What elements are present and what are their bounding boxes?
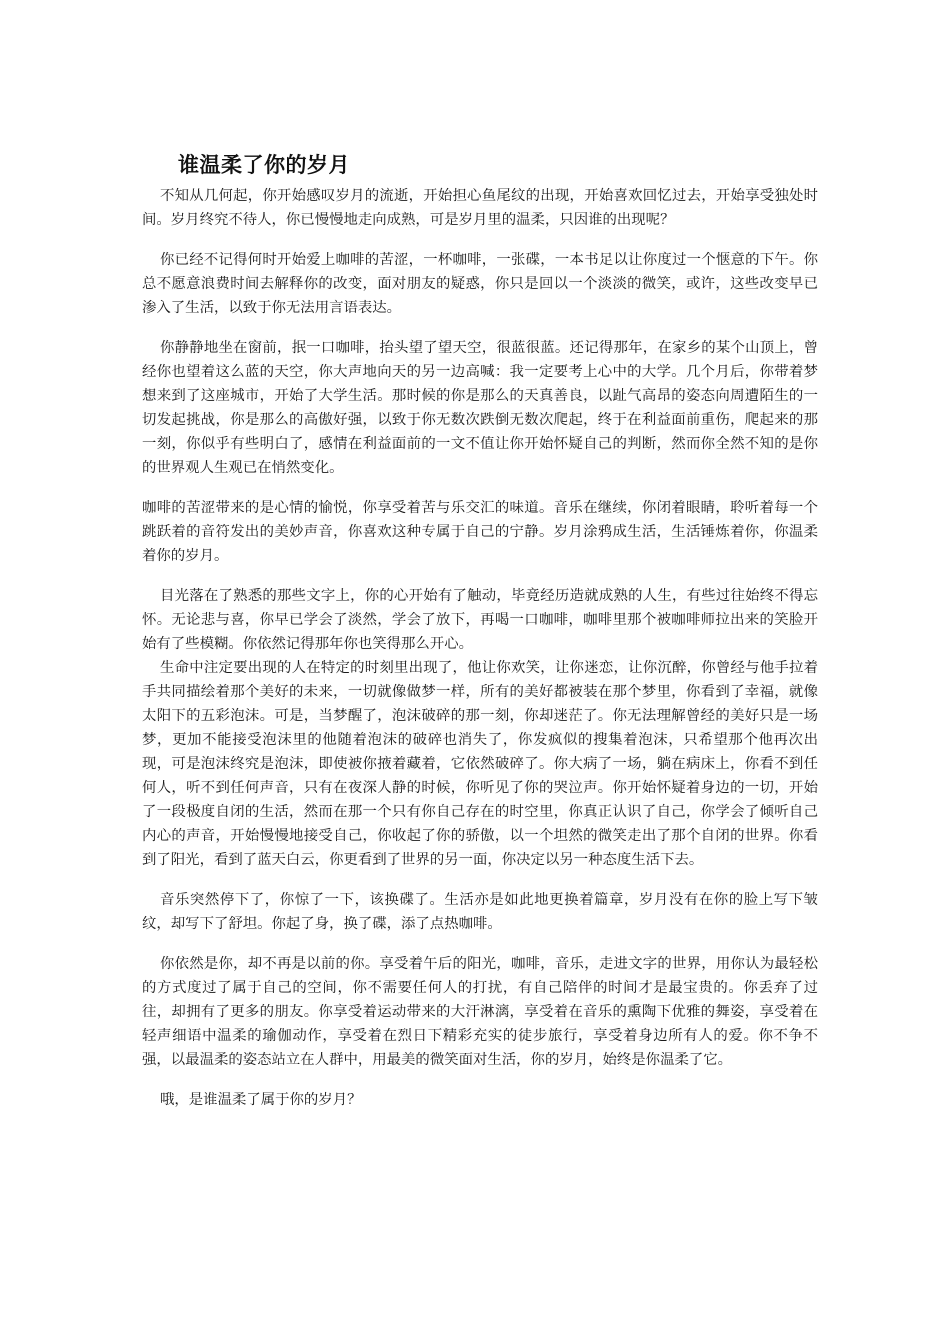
paragraph-9: 哦，是谁温柔了属于你的岁月？ — [160, 1092, 362, 1108]
paragraph-6: 生命中注定要出现的人在特定的时刻里出现了，他让你欢笑，让你迷恋，让你沉醉，你曾经与他手拉着手共同描绘着那个美好的未来，一切就像做梦一样，所有的美好都被装在那个梦里，你看到了幸福，就像太阳下的五彩泡沫。可是，当梦醒了，泡沫破碎的那一刻，你却迷茫了。你无法理解曾经的美好只是一场梦，更加不能接受泡沫里的他随着泡沫的破碎也消失了，你发疯似的搜集着泡沫，只希望那个他再次出现，可是泡沫终究是泡沫，即使被你掖着藏着，它依然破碎了。你大病了一场，躺在病床上，你看不到任何人，听不到任何声音，只有在夜深人静的时候，你听见了你的哭泣声。你开始怀疑着身边的一切，开始了一段极度自闭的生活，然而在那一个只有你自己存在的时空里，你真正认识了自己，你学会了倾听自己内心的声音，开始慢慢地接受自己，你收起了你的骄傲，以一个坦然的微笑走出了那个自闭的世界。你看到了阳光，看到了蓝天白云，你更看到了世界的另一面，你决定以另一种态度生活下去。 — [142, 660, 818, 868]
document-page — [142, 150, 818, 1112]
paragraph-2: 你已经不记得何时开始爱上咖啡的苦涩，一杯咖啡，一张碟，一本书足以让你度过一个惬意的下午。你总不愿意浪费时间去解释你的改变，面对朋友的疑惑，你只是回以一个淡淡的微笑，或许，这些改变早已渗入了生活，以致于你无法用言语表达。 — [142, 252, 818, 316]
paragraph-4: 咖啡的苦涩带来的是心情的愉悦，你享受着苦与乐交汇的味道。音乐在继续，你闭着眼睛，聆听着每一个跳跃着的音符发出的美妙声音，你喜欢这种专属于自己的宁静。岁月涂鸦成生活，生活锤炼着你，你温柔着你的岁月。 — [142, 500, 818, 564]
paragraph-5: 目光落在了熟悉的那些文字上，你的心开始有了触动，毕竟经历造就成熟的人生，有些过往始终不得忘怀。无论悲与喜，你早已学会了淡然，学会了放下，再喝一口咖啡，咖啡里那个被咖啡师拉出来的笑脸开始有了些模糊。你依然记得那年你也笑得那么开心。 — [142, 588, 818, 652]
paragraph-7: 音乐突然停下了，你惊了一下，该换碟了。生活亦是如此地更换着篇章，岁月没有在你的脸上写下皱纹，却写下了舒坦。你起了身，换了碟，添了点热咖啡。 — [142, 892, 818, 932]
paragraph-8: 你依然是你，却不再是以前的你。享受着午后的阳光，咖啡，音乐，走进文字的世界，用你认为最轻松的方式度过了属于自己的空间，你不需要任何人的打扰，有自己陪伴的时间才是最宝贵的。你丢弃了过往，却拥有了更多的朋友。你享受着运动带来的大汗淋漓，享受着在音乐的熏陶下优雅的舞姿，享受着在轻声细语中温柔的瑜伽动作，享受着在烈日下精彩充实的徒步旅行，享受着身边所有人的爱。你不争不强，以最温柔的姿态站立在人群中，用最美的微笑面对生活，你的岁月，始终是你温柔了它。 — [142, 956, 818, 1068]
paragraph-3: 你静静地坐在窗前，抿一口咖啡，抬头望了望天空，很蓝很蓝。还记得那年，在家乡的某个山顶上，曾经你也望着这么蓝的天空，你大声地向天的另一边高喊：我一定要考上心中的大学。几个月后，你带着梦想来到了这座城市，开始了大学生活。那时候的你是那么的天真善良，以趾气高昂的姿态向周遭陌生的一切发起挑战，你是那么的高傲好强，以致于你无数次跌倒无数次爬起，终于在利益面前重伤，爬起来的那一刻，你似乎有些明白了，感情在利益面前的一文不值让你开始怀疑自己的判断，然而你全然不知的是你的世界观人生观已在悄然变化。 — [142, 340, 818, 476]
paragraph-1: 不知从几何起，你开始感叹岁月的流逝，开始担心鱼尾纹的出现，开始喜欢回忆过去，开始享受独处时间。岁月终究不待人，你已慢慢地走向成熟，可是岁月里的温柔，只因谁的出现呢？ — [142, 188, 818, 228]
document-title: 谁温柔了你的岁月 — [178, 153, 350, 177]
